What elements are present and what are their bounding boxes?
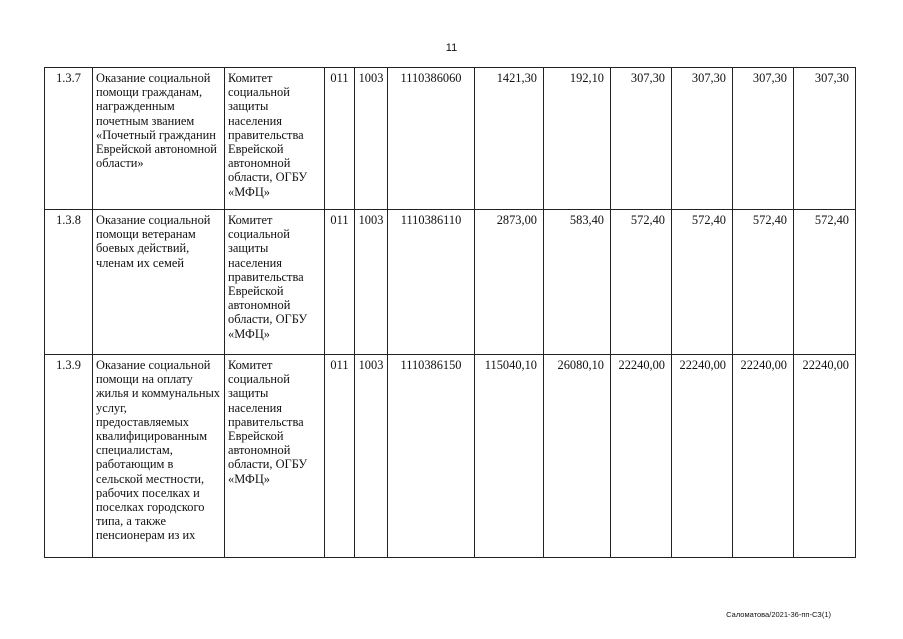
- row-event: Оказание социальной помощи на оплату жилья и коммунальных услуг, предоставляемых квалифицированным специалистам, работающим в сельской местности, рабочих поселках и поселках городского типа, а также пенсионерам из их: [93, 355, 225, 558]
- row-event: Оказание социальной помощи гражданам, награжденным почетным званием «Почетный гражданин Еврейской автономной области»: [93, 68, 225, 210]
- row-year-5: 22240,00: [794, 355, 856, 558]
- row-year-2: 572,40: [611, 210, 672, 355]
- row-year-4: 307,30: [733, 68, 794, 210]
- row-rzpr: 1003: [355, 68, 388, 210]
- row-year-1: 192,10: [544, 68, 611, 210]
- row-code: 1.3.8: [45, 210, 93, 355]
- row-year-2: 307,30: [611, 68, 672, 210]
- row-year-2: 22240,00: [611, 355, 672, 558]
- row-year-3: 307,30: [672, 68, 733, 210]
- row-event: Оказание социальной помощи ветеранам боевых действий, членам их семей: [93, 210, 225, 355]
- table-row: [45, 68, 856, 210]
- row-year-1: 583,40: [544, 210, 611, 355]
- row-year-1: 26080,10: [544, 355, 611, 558]
- row-executor: Комитет социальной защиты населения правительства Еврейской автономной области, ОГБУ «МФЦ»: [225, 68, 325, 210]
- row-grbs: 011: [325, 355, 355, 558]
- row-total: 2873,00: [475, 210, 544, 355]
- row-year-3: 22240,00: [672, 355, 733, 558]
- row-year-5: 572,40: [794, 210, 856, 355]
- table-row: [45, 355, 856, 558]
- row-year-4: 22240,00: [733, 355, 794, 558]
- row-total: 115040,10: [475, 355, 544, 558]
- row-csr: 1110386110: [388, 210, 475, 355]
- row-rzpr: 1003: [355, 210, 388, 355]
- row-code: 1.3.7: [45, 68, 93, 210]
- row-csr: 1110386060: [388, 68, 475, 210]
- row-total: 1421,30: [475, 68, 544, 210]
- budget-table: [44, 67, 856, 558]
- row-grbs: 011: [325, 210, 355, 355]
- row-executor: Комитет социальной защиты населения правительства Еврейской автономной области, ОГБУ «МФЦ»: [225, 355, 325, 558]
- row-executor: Комитет социальной защиты населения правительства Еврейской автономной области, ОГБУ «МФЦ»: [225, 210, 325, 355]
- document-footer-code: Саломатова/2021-36-пп-СЗ(1): [726, 610, 831, 619]
- table-row: [45, 210, 856, 355]
- row-csr: 1110386150: [388, 355, 475, 558]
- row-code: 1.3.9: [45, 355, 93, 558]
- page-number: 11: [445, 42, 458, 54]
- row-year-5: 307,30: [794, 68, 856, 210]
- row-grbs: 011: [325, 68, 355, 210]
- row-year-4: 572,40: [733, 210, 794, 355]
- row-rzpr: 1003: [355, 355, 388, 558]
- row-year-3: 572,40: [672, 210, 733, 355]
